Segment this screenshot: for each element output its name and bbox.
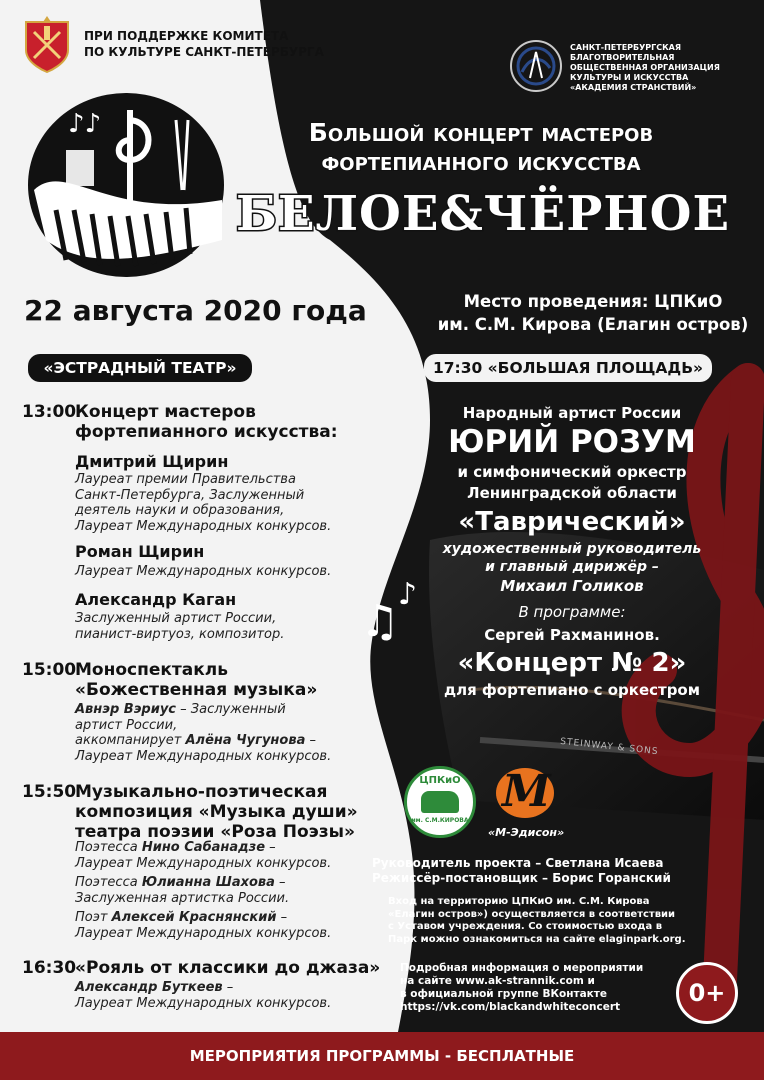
footer-banner: МЕРОПРИЯТИЯ ПРОГРАММЫ - БЕСПЛАТНЫЕ (189, 1047, 575, 1065)
desc-text: – (305, 733, 316, 748)
support-line-1: ПРИ ПОДДЕРЖКЕ КОМИТЕТА (84, 29, 289, 43)
title-line-2: фортепианного искусства (321, 147, 641, 176)
work-title: «Концерт № 2» (457, 648, 687, 678)
desc-text: – (276, 910, 288, 925)
performer-desc-line: Заслуженная артистка России. (75, 890, 290, 906)
work-subtitle: для фортепиано с оркестром (443, 681, 701, 699)
program-label: В программе: (518, 603, 626, 621)
academy-logo-icon (508, 38, 564, 94)
event-date: 22 августа 2020 года (24, 294, 367, 327)
director-role-1: художественный руководитель (442, 541, 702, 557)
performer-name: Авнэр Вэриус (75, 702, 177, 717)
desc-text: – (222, 980, 234, 995)
entry1-title-2: фортепианного искусства: (75, 422, 338, 442)
performer-desc-line: Лауреат Международных конкурсов. (75, 925, 332, 941)
entry-note-line: Вход на территорию ЦПКиО им. С.М. Кирова (388, 896, 650, 907)
entry3-title-2: композиция «Музыка души» (75, 802, 358, 822)
stage-pill-bolshaya: 17:30 «БОЛЬШАЯ ПЛОЩАДЬ» (424, 354, 712, 382)
desc-text: – (274, 875, 286, 890)
venue-line-2: им. С.М. Кирова (Елагин остров) (437, 315, 749, 334)
performer-desc-line: Лауреат Международных конкурсов. (75, 995, 332, 1011)
org-line-2: БЛАГОТВОРИТЕЛЬНАЯ (570, 53, 675, 62)
orchestra-name: «Таврический» (458, 507, 686, 537)
desc-text: – (265, 840, 276, 855)
performer-name: Дмитрий Щирин (75, 452, 229, 471)
main-title: БЕЛОЕ&ЧЁРНОЕ (236, 186, 731, 242)
performer-name: Александр Каган (75, 590, 237, 609)
venue-line-1: Место проведения: ЦПКиО (463, 292, 723, 311)
svg-text:♪♪: ♪♪ (68, 109, 102, 139)
orchestra-line-1: и симфонический оркестр (457, 463, 687, 481)
org-line-4: КУЛЬТУРЫ И ИСКУССТВА (570, 73, 689, 82)
org-line-1: САНКТ-ПЕТЕРБУРГСКАЯ (570, 43, 682, 52)
performer-desc-line: Санкт-Петербурга, Заслуженный (75, 487, 305, 503)
piano-brand: STEINWAY & SONS (559, 736, 659, 758)
performer-name: Александр Буткеев (75, 980, 223, 995)
m-edison-mark: M (502, 766, 551, 817)
performer-desc-line: Лауреат Международных конкурсов. (75, 748, 332, 764)
age-rating-badge: 0+ (676, 962, 738, 1024)
entry2-time: 15:00 (22, 660, 77, 680)
desc-text: – Заслуженный (176, 702, 286, 717)
cpkio-lion-icon (421, 791, 459, 813)
m-edison-logo-icon (496, 768, 554, 818)
cpkio-logo-text: ЦПКиО (419, 775, 461, 786)
credit-line-2: Режиссёр-постановщик – Борис Горанский (372, 871, 671, 885)
entry3-time: 15:50 (22, 782, 77, 802)
artist-name: ЮРИЙ РОЗУМ (448, 424, 696, 460)
info-link[interactable]: https://vk.com/blackandwhiteconcert (400, 1001, 621, 1013)
artist-title: Народный артист России (462, 404, 682, 422)
performer-desc-line: артист России, (75, 717, 178, 733)
performer-desc-line: Лауреат премии Правительства (75, 472, 296, 487)
performer-desc-line: Заслуженный артист России, (75, 611, 277, 626)
info-line: Подробная информация о мероприятии (400, 962, 644, 974)
entry4-time: 16:30 (22, 958, 77, 978)
coat-of-arms-icon (20, 14, 74, 76)
entry-note-line: «Елагин остров») осуществляется в соответствии (388, 908, 676, 920)
performer-desc-line: Лауреат Международных конкурсов. (75, 855, 332, 871)
support-line-2: ПО КУЛЬТУРЕ САНКТ-ПЕТЕРБУРГА (84, 45, 324, 59)
entry4-title: «Рояль от классики до джаза» (75, 958, 381, 978)
director-name: Михаил Голиков (500, 577, 644, 595)
desc-text: Поэт (75, 910, 112, 925)
performer-name: Алёна Чугунова (185, 733, 306, 748)
info-line: на сайте www.ak-strannik.com и (400, 975, 595, 987)
entry-note-line: Парк можно ознакомиться на сайте elaginpark.org. (388, 933, 686, 945)
performer-name: Юлианна Шахова (141, 875, 275, 890)
title-line-1: Большой концерт мастеров (308, 118, 654, 147)
performer-name: Нино Сабанадзе (141, 840, 266, 855)
composer: Сергей Рахманинов. (484, 626, 660, 644)
performer-name: Роман Щирин (75, 542, 205, 561)
cpkio-logo-icon (404, 766, 476, 838)
entry3-title-1: Музыкально-поэтическая (75, 782, 328, 802)
music-notes-icon: ♫ (360, 596, 400, 647)
performer-desc-line: Лауреат Международных конкурсов. (75, 518, 332, 534)
entry2-title-1: Моноспектакль (75, 660, 228, 680)
m-edison-caption: «М-Эдисон» (488, 826, 565, 839)
entry1-title-1: Концерт мастеров (75, 402, 256, 422)
entry3-title-3: театра поэзии «Роза Поэзы» (75, 822, 355, 842)
director-role-2: и главный дирижёр – (485, 559, 659, 575)
desc-text: Поэтесса (75, 840, 142, 855)
credit-line-1: Руководитель проекта – Светлана Исаева (372, 856, 664, 870)
performer-desc-line: Лауреат Международных конкурсов. (75, 564, 332, 579)
piano-emblem-icon (26, 90, 226, 280)
performer-desc-line: пианист-виртуоз, композитор. (75, 626, 285, 642)
music-note-icon: ♪ (398, 577, 418, 612)
org-line-5: «АКАДЕМИЯ СТРАНСТВИЙ» (570, 83, 697, 92)
entry2-title-2: «Божественная музыка» (75, 680, 318, 700)
stage-pill-estradny: «ЭСТРАДНЫЙ ТЕАТР» (28, 354, 252, 382)
entry1-time: 13:00 (22, 402, 77, 422)
performer-desc-line: деятель науки и образования, (75, 503, 285, 518)
entry-note-line: с Уставом учреждения. Со стоимостью входа в (388, 921, 663, 932)
org-line-3: ОБЩЕСТВЕННАЯ ОРГАНИЗАЦИЯ (570, 63, 720, 72)
desc-text: аккомпанирует (75, 733, 186, 748)
performer-name: Алексей Краснянский (111, 910, 277, 925)
info-line: в официальной группе ВКонтакте (400, 988, 608, 1000)
cpkio-logo-subtext: им. С.М.КИРОВА (411, 817, 469, 824)
orchestra-line-2: Ленинградской области (467, 484, 677, 502)
desc-text: Поэтесса (75, 875, 142, 890)
